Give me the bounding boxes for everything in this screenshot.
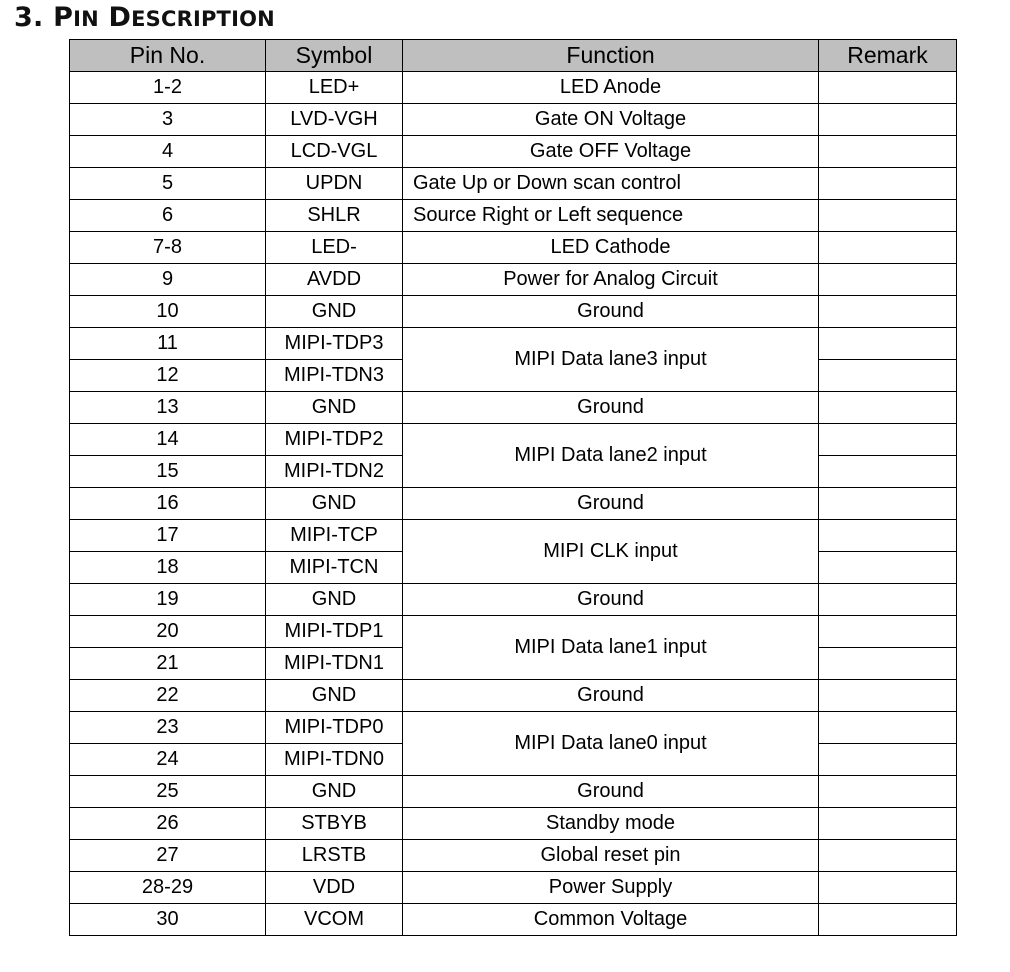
pin-number-cell: 7-8 [70,232,266,264]
function-cell: Power Supply [403,872,819,904]
function-cell: Ground [403,584,819,616]
remark-cell [819,776,957,808]
pin-number-cell: 16 [70,488,266,520]
table-row [70,872,957,904]
function-cell: Global reset pin [403,840,819,872]
symbol-cell: GND [266,584,403,616]
symbol-cell: AVDD [266,264,403,296]
function-cell: Ground [403,296,819,328]
symbol-cell: MIPI-TCN [266,552,403,584]
symbol-cell: GND [266,776,403,808]
function-cell: Ground [403,680,819,712]
symbol-cell: MIPI-TDN3 [266,360,403,392]
function-cell: MIPI Data lane1 input [403,616,819,680]
remark-cell [819,264,957,296]
remark-cell [819,296,957,328]
remark-cell [819,712,957,744]
remark-cell [819,616,957,648]
remark-cell [819,104,957,136]
remark-cell [819,328,957,360]
symbol-cell: MIPI-TDP1 [266,616,403,648]
pin-number-cell: 20 [70,616,266,648]
remark-cell [819,360,957,392]
remark-cell [819,392,957,424]
table-row [70,616,957,648]
pin-number-cell: 4 [70,136,266,168]
function-cell: Power for Analog Circuit [403,264,819,296]
title-initial-d: D [108,2,132,33]
function-cell: MIPI Data lane2 input [403,424,819,488]
symbol-cell: LRSTB [266,840,403,872]
symbol-cell: LED- [266,232,403,264]
function-cell: LED Cathode [403,232,819,264]
table-row [70,232,957,264]
function-cell: Gate ON Voltage [403,104,819,136]
function-cell: Ground [403,392,819,424]
pin-number-cell: 18 [70,552,266,584]
remark-cell [819,168,957,200]
function-cell: MIPI Data lane0 input [403,712,819,776]
remark-cell [819,680,957,712]
table-row [70,296,957,328]
pin-number-cell: 13 [70,392,266,424]
symbol-cell: GND [266,392,403,424]
function-cell: LED Anode [403,72,819,104]
remark-cell [819,584,957,616]
title-initial-p: P [53,2,74,33]
table-body [70,72,957,936]
function-cell: Ground [403,776,819,808]
symbol-cell: GND [266,296,403,328]
symbol-cell: STBYB [266,808,403,840]
table-row [70,200,957,232]
remark-cell [819,136,957,168]
table-row [70,264,957,296]
table-row [70,520,957,552]
table-row [70,584,957,616]
header-function: Function [403,40,819,72]
symbol-cell: MIPI-TDP3 [266,328,403,360]
function-cell: MIPI CLK input [403,520,819,584]
title-rest-in: IN [73,7,99,31]
symbol-cell: GND [266,488,403,520]
remark-cell [819,648,957,680]
function-cell: MIPI Data lane3 input [403,328,819,392]
pin-number-cell: 19 [70,584,266,616]
table-row [70,680,957,712]
pin-number-cell: 11 [70,328,266,360]
pin-number-cell: 27 [70,840,266,872]
symbol-cell: MIPI-TDN0 [266,744,403,776]
function-cell: Standby mode [403,808,819,840]
table-row [70,392,957,424]
pin-number-cell: 23 [70,712,266,744]
table-row [70,104,957,136]
pin-number-cell: 12 [70,360,266,392]
symbol-cell: MIPI-TDP2 [266,424,403,456]
function-cell: Source Right or Left sequence [403,200,819,232]
function-cell: Gate Up or Down scan control [403,168,819,200]
table-row [70,424,957,456]
pin-number-cell: 28-29 [70,872,266,904]
pin-number-cell: 15 [70,456,266,488]
function-cell: Gate OFF Voltage [403,136,819,168]
symbol-cell: VCOM [266,904,403,936]
function-cell: Ground [403,488,819,520]
pin-number-cell: 22 [70,680,266,712]
symbol-cell: MIPI-TDN1 [266,648,403,680]
symbol-cell: MIPI-TDN2 [266,456,403,488]
remark-cell [819,840,957,872]
pin-number-cell: 1-2 [70,72,266,104]
header-symbol: Symbol [266,40,403,72]
pin-number-cell: 3 [70,104,266,136]
remark-cell [819,488,957,520]
remark-cell [819,72,957,104]
section-title [14,2,275,33]
remark-cell [819,552,957,584]
pin-number-cell: 24 [70,744,266,776]
symbol-cell: MIPI-TDP0 [266,712,403,744]
table-row [70,904,957,936]
pin-number-cell: 26 [70,808,266,840]
remark-cell [819,872,957,904]
symbol-cell: UPDN [266,168,403,200]
table-row [70,168,957,200]
pin-number-cell: 10 [70,296,266,328]
symbol-cell: LED+ [266,72,403,104]
pin-description-table [69,39,957,936]
pin-number-cell: 5 [70,168,266,200]
symbol-cell: SHLR [266,200,403,232]
table-row [70,72,957,104]
symbol-cell: LVD-VGH [266,104,403,136]
title-rest-description: ESCRIPTION [131,7,275,31]
remark-cell [819,520,957,552]
pin-number-cell: 6 [70,200,266,232]
table-row [70,328,957,360]
table-header-row [70,40,957,72]
pin-number-cell: 21 [70,648,266,680]
remark-cell [819,424,957,456]
symbol-cell: LCD-VGL [266,136,403,168]
table-row [70,808,957,840]
symbol-cell: GND [266,680,403,712]
pin-number-cell: 30 [70,904,266,936]
remark-cell [819,232,957,264]
pin-number-cell: 17 [70,520,266,552]
pin-number-cell: 25 [70,776,266,808]
header-remark: Remark [819,40,957,72]
remark-cell [819,200,957,232]
header-pin-no: Pin No. [70,40,266,72]
pin-number-cell: 14 [70,424,266,456]
symbol-cell: MIPI-TCP [266,520,403,552]
function-cell: Common Voltage [403,904,819,936]
table-row [70,840,957,872]
table-row [70,136,957,168]
remark-cell [819,744,957,776]
section-number: 3. [14,2,44,33]
table-row [70,712,957,744]
remark-cell [819,808,957,840]
remark-cell [819,456,957,488]
remark-cell [819,904,957,936]
pin-number-cell: 9 [70,264,266,296]
table-row [70,776,957,808]
table-row [70,488,957,520]
symbol-cell: VDD [266,872,403,904]
